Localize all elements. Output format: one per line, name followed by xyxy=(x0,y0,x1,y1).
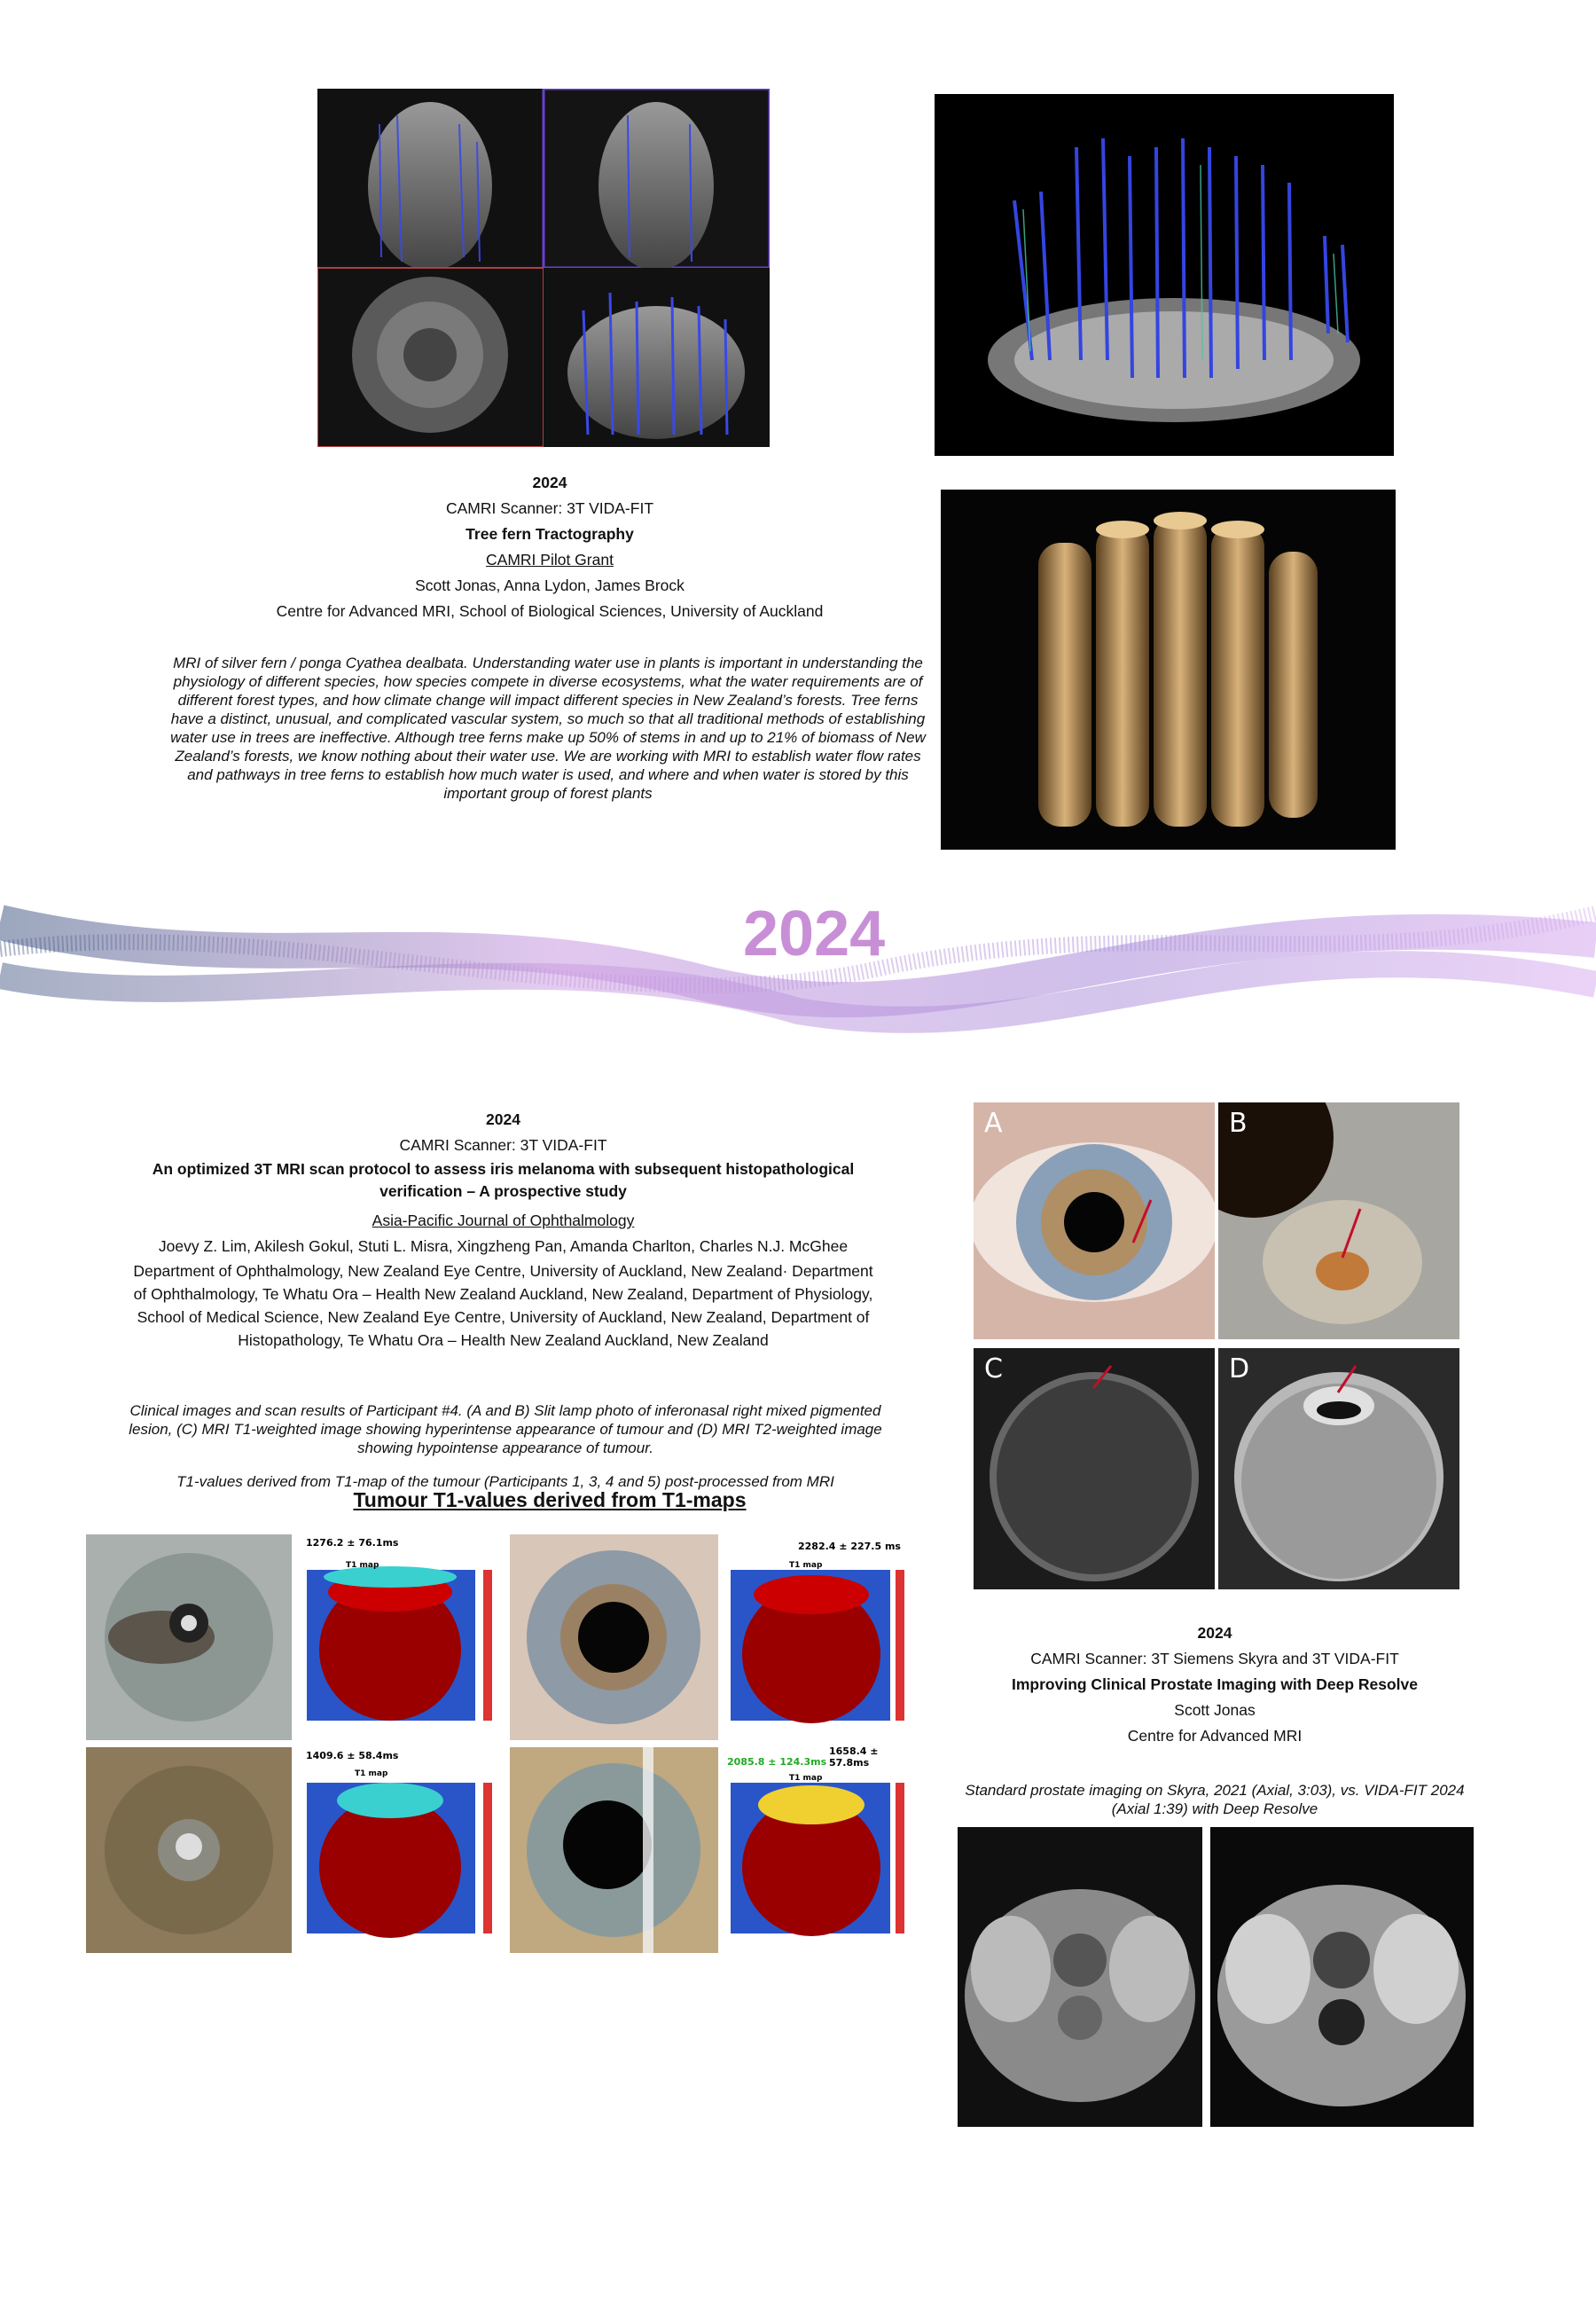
tree-fern-volume-render xyxy=(941,490,1396,850)
section1-header xyxy=(195,470,904,624)
panel-label-a: A xyxy=(984,1108,1003,1139)
t1-value-participant3: 1409.6 ± 58.4ms xyxy=(306,1750,399,1761)
eye-panel-a xyxy=(974,1102,1215,1339)
participant4-eye-photo xyxy=(510,1747,718,1953)
prostate-mri-vida-fit xyxy=(1210,1827,1474,2127)
mri-panel-c xyxy=(974,1348,1215,1589)
section2-caption2: T1-values derived from T1-map of the tumour (Participants 1, 3, 4 and 5) post-processed from MRI xyxy=(176,1473,834,1490)
section3-scanner: CAMRI Scanner: 3T Siemens Skyra and 3T VIDA-FIT xyxy=(1030,1650,1399,1667)
section1-funding: CAMRI Pilot Grant xyxy=(486,551,614,569)
section1-title: Tree fern Tractography xyxy=(466,525,634,543)
tree-fern-quad-view xyxy=(317,89,770,447)
t1-value-participant1: 1276.2 ± 76.1ms xyxy=(306,1537,399,1549)
section3-year: 2024 xyxy=(1197,1624,1232,1642)
section1-year: 2024 xyxy=(532,474,567,491)
participant1-t1-map xyxy=(301,1534,510,1740)
section2-title: An optimized 3T MRI scan protocol to assess iris melanoma with subsequent histopathological verification – A prospective study xyxy=(152,1160,855,1200)
mri-panel-d xyxy=(1218,1348,1459,1589)
section1-authors: Scott Jonas, Anna Lydon, James Brock xyxy=(415,576,685,594)
section1-scanner: CAMRI Scanner: 3T VIDA-FIT xyxy=(445,499,654,517)
section2-scanner: CAMRI Scanner: 3T VIDA-FIT xyxy=(399,1136,607,1154)
section2-year: 2024 xyxy=(486,1110,520,1128)
prostate-mri-skyra xyxy=(958,1827,1202,2127)
participant4-t1-map xyxy=(727,1747,918,1953)
section3-header xyxy=(922,1620,1507,1749)
section3-title: Improving Clinical Prostate Imaging with Deep Resolve xyxy=(1011,1675,1419,1693)
t1-figure-title: Tumour T1-values derived from T1-maps xyxy=(353,1488,747,1511)
eye-panel-b xyxy=(1218,1102,1459,1339)
banner-year: 2024 xyxy=(743,898,886,969)
t1-map-label-4: T1 map xyxy=(789,1774,823,1783)
section2-header xyxy=(115,1107,891,1352)
section1-affiliation: Centre for Advanced MRI, School of Biological Sciences, University of Auckland xyxy=(276,602,824,620)
panel-label-b: B xyxy=(1229,1108,1248,1139)
participant3-t1-map xyxy=(301,1747,510,1953)
t1-value-participant2: 2282.4 ± 227.5 ms xyxy=(798,1541,901,1552)
section2-authors: Joevy Z. Lim, Akilesh Gokul, Stuti L. Misra, Xingzheng Pan, Amanda Charlton, Charles N.J. McGhee xyxy=(158,1237,849,1255)
t1-map-label-2: T1 map xyxy=(789,1561,823,1570)
t1-value-participant4b: 1658.4 ± 57.8ms xyxy=(829,1745,879,1769)
panel-label-c: C xyxy=(984,1353,1003,1384)
section3-authors: Scott Jonas xyxy=(1174,1701,1256,1719)
participant2-eye-photo xyxy=(510,1534,718,1740)
tree-fern-tractography-3d xyxy=(935,94,1394,456)
t1-map-grid xyxy=(84,1530,918,1957)
t1-value-participant4a: 2085.8 ± 124.3ms xyxy=(727,1756,827,1768)
participant2-t1-map xyxy=(727,1534,918,1740)
section3-caption: Standard prostate imaging on Skyra, 2021 (Axial, 3:03), vs. VIDA-FIT 2024 (Axial 1:39) with Deep Resolve xyxy=(965,1782,1465,1817)
t1-map-label-3: T1 map xyxy=(355,1769,388,1778)
t1-map-label-1: T1 map xyxy=(346,1561,379,1570)
section1-description: MRI of silver fern / ponga Cyathea dealbata. Understanding water use in plants is important in understanding the physiology of different species, how species compete in diverse ecosystems, what the water requirements are of different forest types, and how climate change will impact different species in New Zealand’s forests. Tree ferns have a distinct, unusual, and complicated vascular system, so much so that all traditional methods of establishing water use in trees are ineffective. Although tree ferns make up 50% of stems in and up to 21% of biomass of New Zealand’s forests, we know nothing about their water use. We are working with MRI to establish water flow rates and pathways in tree ferns to establish how much water is used, and where and when water is stored by this important group of forest plants xyxy=(170,655,926,802)
panel-label-d: D xyxy=(1229,1353,1250,1384)
participant1-eye-photo xyxy=(86,1534,292,1740)
section2-caption1: Clinical images and scan results of Participant #4. (A and B) Slit lamp photo of inferonasal right mixed pigmented lesion, (C) MRI T1-weighted image showing hyperintense appearance of tumour and (D) MRI T2-weighted image showing hypointense appearance of tumour. xyxy=(129,1402,882,1456)
section2-affiliation: Department of Ophthalmology, New Zealand Eye Centre, University of Auckland, New Zealand· Department of Ophthalmology, Te Whatu Ora – Health New Zealand Auckland, New Zealand, Department of Physiology, School of Medical Science, New Zealand Eye Centre, University of Auckland, New Zealand, Department of Histopathology, Te Whatu Ora – Health New Zealand Auckland, New Zealand xyxy=(133,1262,873,1349)
section2-journal: Asia-Pacific Journal of Ophthalmology xyxy=(372,1212,635,1229)
section3-affiliation: Centre for Advanced MRI xyxy=(1127,1727,1303,1745)
participant3-eye-photo xyxy=(86,1747,292,1953)
year-banner xyxy=(0,878,1596,1055)
